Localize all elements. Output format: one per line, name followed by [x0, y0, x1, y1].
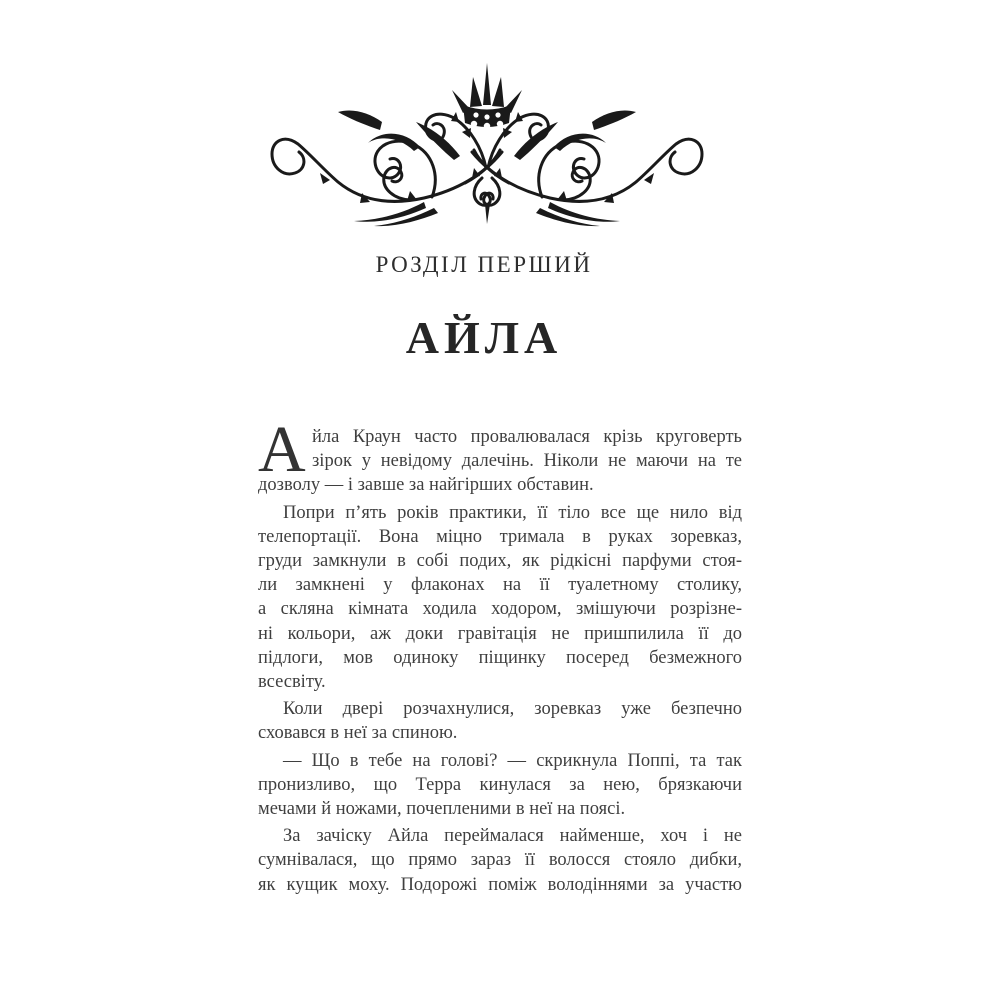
text-line: За зачіску Айла переймалася найменше, хоч і не	[283, 826, 742, 847]
chapter-kicker: РОЗДІЛ ПЕРШИЙ	[375, 252, 593, 277]
crown-thorn-flourish-icon	[252, 60, 722, 228]
paragraph	[258, 824, 742, 897]
text-line: телепортації. Вона міцно тримала в руках зоревказ,	[258, 526, 742, 547]
text-line: груди замкнули в собі подих, як рідкісні парфуми стоя-	[258, 551, 742, 572]
text-line: — Що в тебе на голові? — скрикнула Поппі, та так	[283, 750, 742, 771]
drop-cap: А	[258, 413, 306, 486]
text-line: йла Краун часто провалювалася крізь круговерть	[312, 427, 742, 447]
chapter-title: АЙЛА	[405, 312, 563, 363]
text-line: а скляна кімната ходила ходором, змішуючи розрізне-	[258, 599, 742, 620]
text-line: підлоги, мов одиноку піщинку посеред безмежного	[258, 647, 742, 668]
paragraph	[258, 697, 742, 745]
text-line: всесвіту.	[258, 672, 326, 693]
text-line: мечами й ножами, почепленими в неї на поясі.	[258, 799, 626, 820]
text-line: як кущик моху. Подорожі поміж володіннями за участю	[258, 874, 742, 895]
text-line: сховався в неї за спиною.	[258, 723, 458, 744]
text-line: дозволу — і завше за найгірших обставин.	[258, 475, 594, 496]
text-line: ли замкнені у флаконах на її туалетному столику,	[258, 575, 742, 596]
paragraph	[258, 413, 742, 498]
text-line: сумнівалася, що прямо зараз її волосся стояло дибки,	[258, 850, 742, 871]
text-line: Коли двері розчахнулися, зоревказ уже безпечно	[283, 699, 742, 720]
body-text	[258, 413, 742, 900]
text-line: зірок у невідому далечінь. Ніколи не маючи на те	[312, 451, 742, 472]
text-line: Попри п’ять років практики, її тіло все ще нило від	[283, 502, 742, 523]
text-line: ні кольори, аж доки гравітація не пришпилила її до	[258, 623, 742, 644]
paragraph	[258, 501, 742, 695]
text-line: пронизливо, що Терра кинулася за нею, брязкаючи	[258, 774, 742, 795]
paragraph	[258, 749, 742, 822]
